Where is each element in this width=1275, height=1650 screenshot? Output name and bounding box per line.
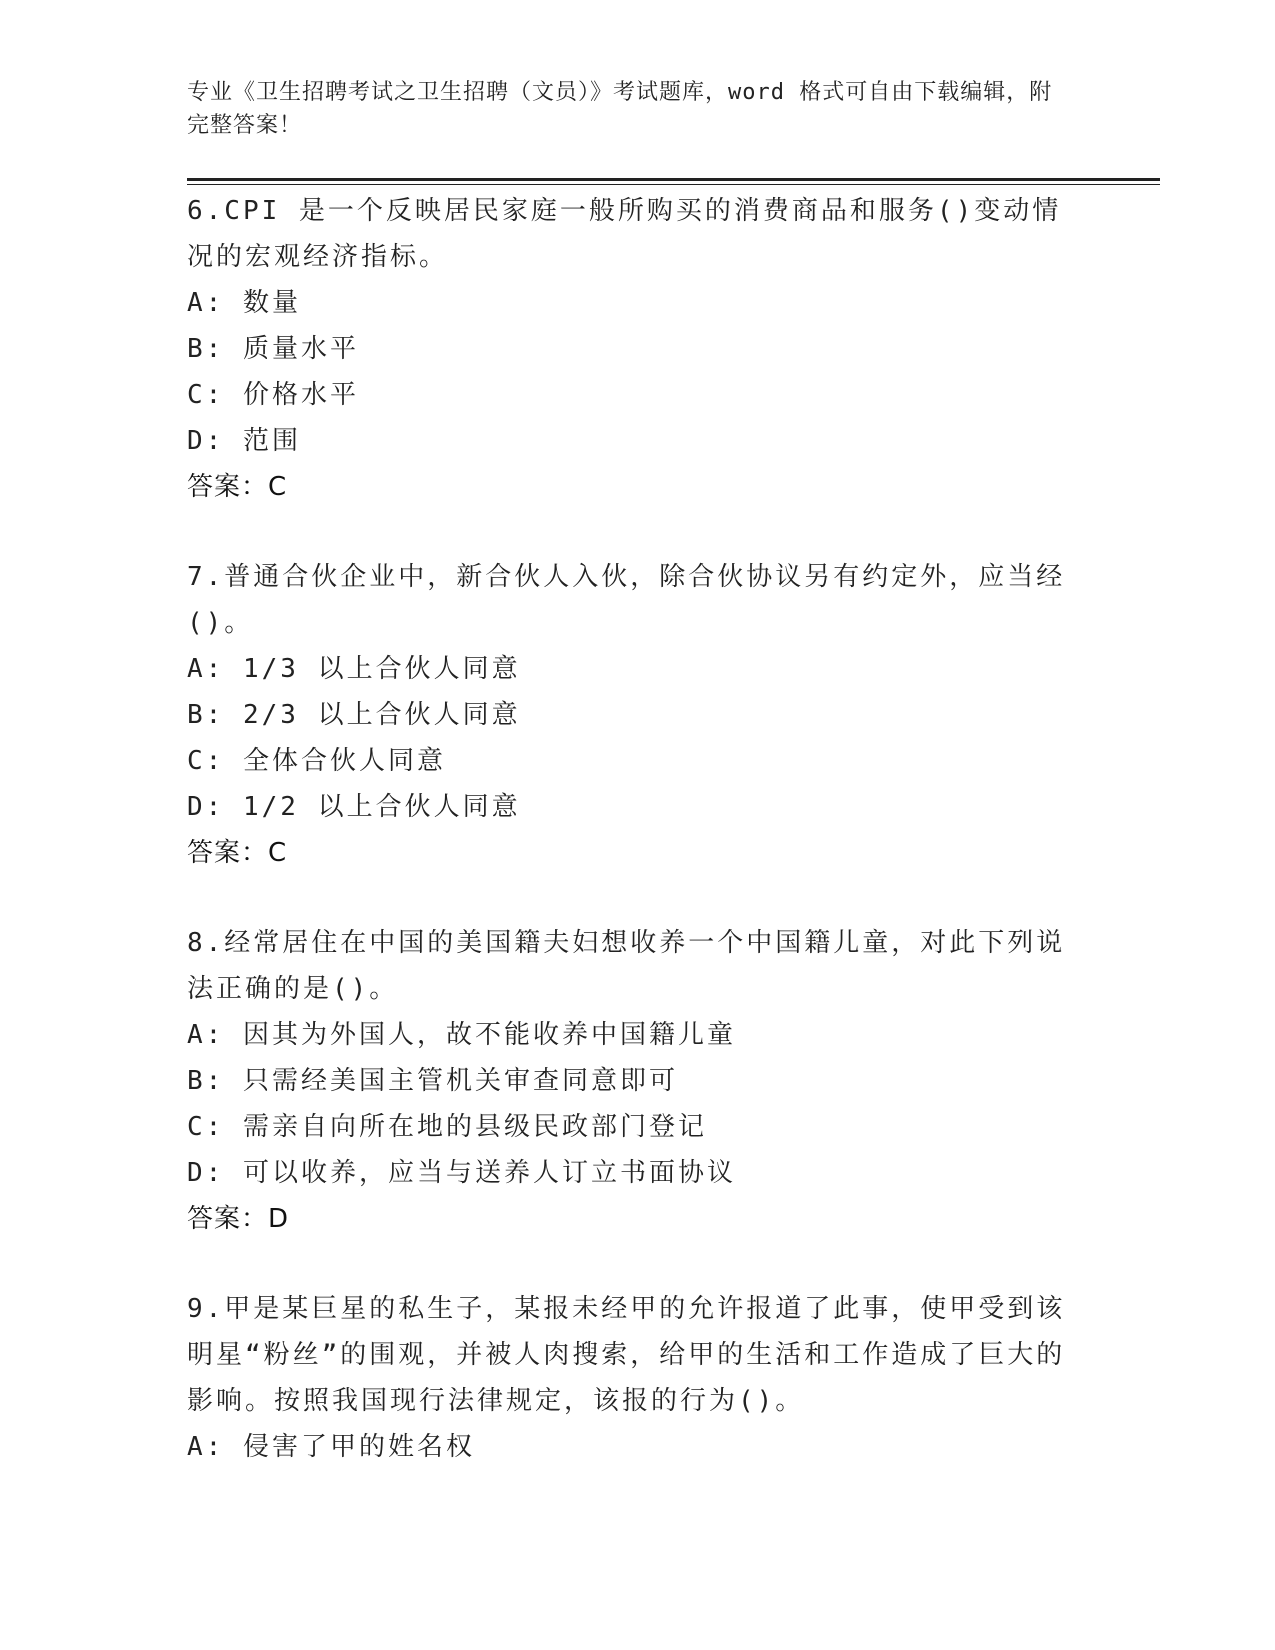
question-list (187, 188, 1087, 1470)
header-divider-thin (187, 184, 1160, 185)
option-c: C: 需亲自向所在地的县级民政部门登记 (187, 1112, 707, 1142)
option-d: D: 范围 (187, 426, 301, 456)
question-stem: 7.普通合伙企业中，新合伙人入伙，除合伙协议另有约定外，应当经()。 (187, 562, 1066, 638)
question-spacer (187, 876, 1087, 920)
question-stem: 9.甲是某巨星的私生子，某报未经甲的允许报道了此事，使甲受到该明星“粉丝”的围观，并被人肉搜索，给甲的生活和工作造成了巨大的影响。按照我国现行法律规定，该报的行为()。 (187, 1294, 1066, 1416)
question-spacer (187, 510, 1087, 554)
question-stem: 8.经常居住在中国的美国籍夫妇想收养一个中国籍儿童，对此下列说法正确的是()。 (187, 928, 1066, 1004)
question-9 (187, 1286, 1087, 1470)
question-6 (187, 188, 1087, 510)
option-a: A: 侵害了甲的姓名权 (187, 1432, 475, 1462)
option-a: A: 因其为外国人，故不能收养中国籍儿童 (187, 1020, 736, 1050)
option-b: B: 只需经美国主管机关审查同意即可 (187, 1066, 678, 1096)
option-d: D: 1/2 以上合伙人同意 (187, 792, 521, 822)
question-spacer (187, 1242, 1087, 1286)
answer-line: 答案：C (187, 472, 288, 502)
option-c: C: 全体合伙人同意 (187, 746, 446, 776)
document-header: 专业《卫生招聘考试之卫生招聘（文员）》考试题库，word 格式可自由下载编辑，附完整答案！ (187, 80, 1053, 138)
option-a: A: 1/3 以上合伙人同意 (187, 654, 521, 684)
header-divider-thick (187, 178, 1160, 181)
question-stem: 6.CPI 是一个反映居民家庭一般所购买的消费商品和服务()变动情况的宏观经济指标。 (187, 196, 1062, 272)
option-c: C: 价格水平 (187, 380, 359, 410)
question-8 (187, 920, 1087, 1242)
answer-line: 答案：D (187, 1204, 290, 1234)
option-b: B: 质量水平 (187, 334, 359, 364)
question-7 (187, 554, 1087, 876)
option-d: D: 可以收养，应当与送养人订立书面协议 (187, 1158, 736, 1188)
option-b: B: 2/3 以上合伙人同意 (187, 700, 521, 730)
option-a: A: 数量 (187, 288, 301, 318)
answer-line: 答案：C (187, 838, 288, 868)
